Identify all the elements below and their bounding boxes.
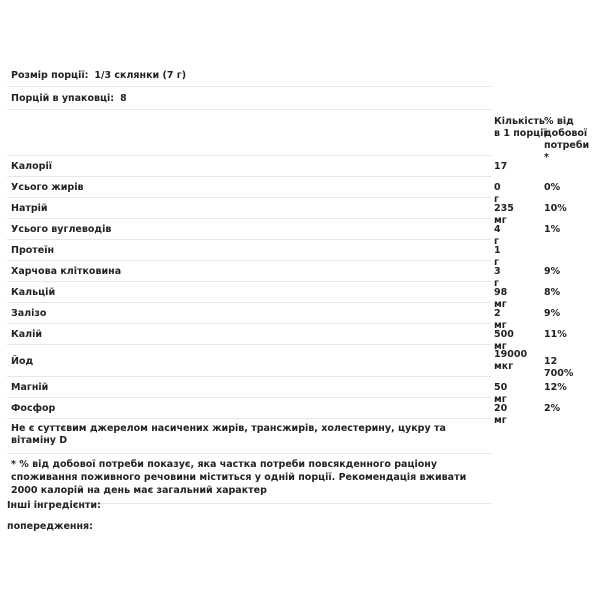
table-row	[7, 240, 501, 268]
serving-size-row	[7, 64, 491, 87]
nutrient-name: Калорії	[11, 161, 52, 172]
serving-size	[11, 64, 186, 87]
nutrient-amount: 20 мг	[494, 403, 508, 426]
nutrient-daily-value: 10%	[544, 203, 567, 214]
table-row	[7, 198, 567, 226]
nutrient-amount: 3 г	[494, 266, 501, 289]
servings-per-pack-value: 8	[120, 93, 127, 104]
warnings-label: попередження:	[7, 521, 93, 532]
serving-size-label: Розмір порції:	[11, 70, 89, 81]
nutrient-daily-value: 9%	[544, 266, 561, 277]
nutrient-rows	[7, 156, 574, 426]
nutrient-name: Натрій	[11, 203, 48, 214]
nutrient-name: Залізо	[11, 308, 47, 319]
nutrient-name: Харчова клітковина	[11, 266, 122, 277]
serving-size-value: 1/3 склянки (7 г)	[94, 70, 187, 81]
nutrient-amount: 50 мг	[494, 382, 508, 405]
header-amount: Кількість в 1 порції	[494, 116, 547, 139]
other-ingredients-label: Інші інгредієнти:	[7, 500, 101, 511]
nutrient-amount: 500 мг	[494, 329, 514, 352]
nutrient-daily-value: 2%	[544, 403, 561, 414]
table-row	[7, 303, 561, 331]
nutrient-name: Йод	[11, 356, 34, 367]
nutrient-daily-value: 1%	[544, 224, 561, 235]
table-row	[7, 156, 508, 177]
header-daily-value: % від добової потреби*	[544, 116, 590, 163]
table-row	[7, 377, 567, 405]
nutrient-name: Фосфор	[11, 403, 56, 414]
nutrient-name: Усього жирів	[11, 182, 84, 193]
servings-per-pack-label: Порцій в упаковці:	[11, 93, 115, 104]
table-header-row	[7, 110, 590, 163]
nutrient-name: Магній	[11, 382, 49, 393]
nutrient-name: Калій	[11, 329, 43, 340]
table-row	[7, 177, 561, 205]
nutrient-name: Протеїн	[11, 245, 55, 256]
nutrient-amount: 98 мг	[494, 287, 508, 310]
nutrient-daily-value: 8%	[544, 287, 561, 298]
servings-per-pack-row	[7, 87, 491, 110]
table-row	[7, 398, 561, 426]
table-row	[7, 345, 574, 379]
nutrient-amount: 19000 мкг	[494, 349, 528, 372]
nutrient-daily-value: 11%	[544, 329, 567, 340]
table-row	[7, 282, 561, 310]
nutrient-name: Усього вуглеводів	[11, 224, 112, 235]
nutrient-daily-value: 0%	[544, 182, 561, 193]
nutrient-amount: 0 г	[494, 182, 501, 205]
table-row	[7, 261, 561, 289]
servings-per-pack	[11, 87, 127, 110]
nutrient-amount: 235 мг	[494, 203, 514, 226]
table-row	[7, 219, 561, 247]
table-row	[7, 324, 567, 352]
nutrient-amount: 2 мг	[494, 308, 507, 331]
nutrition-facts-panel	[7, 64, 590, 504]
nutrient-daily-value: 12 700%	[544, 356, 574, 379]
nutrient-daily-value: 12%	[544, 382, 567, 393]
nutrient-amount: 4 г	[494, 224, 501, 247]
nutrient-amount: 1 г	[494, 245, 501, 268]
nutrient-name: Кальцій	[11, 287, 56, 298]
not-significant-note: Не є суттєвим джерелом насичених жирів, трансжирів, холестерину, цукру та вітаміну D	[7, 419, 491, 454]
nutrient-daily-value: 9%	[544, 308, 561, 319]
daily-value-footnote: * % від добової потреби показує, яка частка потреби повсякденного раціону споживання поживного речовини міститься у одній порції. Рекомендація вживати 2000 калорій на день має загальний характер	[7, 454, 491, 504]
nutrient-amount: 17	[494, 161, 508, 172]
